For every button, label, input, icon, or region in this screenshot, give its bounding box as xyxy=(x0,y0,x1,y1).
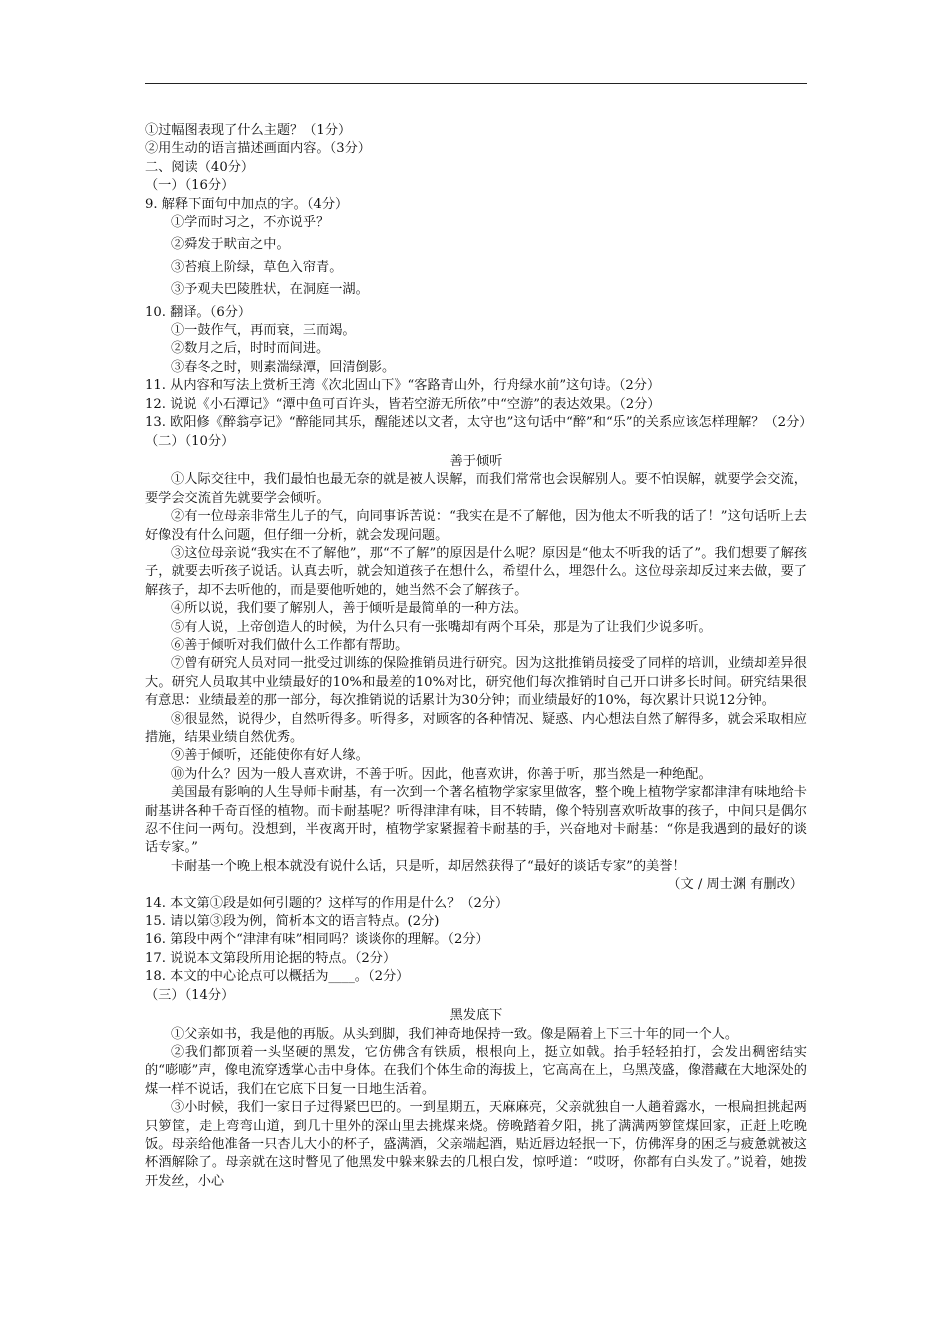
article-paragraph: ⑩为什么？因为一般人喜欢讲，不善于听。因此，他喜欢讲，你善于听，那当然是一种绝配。 xyxy=(171,766,712,782)
article-paragraph: ⑨善于倾听，还能使你有好人缘。 xyxy=(171,748,369,764)
question-line: 13. 欧阳修《醉翁亭记》“醉能同其乐，醒能述以文者，太守也”这句话中“醉”和“乐”的关系应该怎样理解？（2分） xyxy=(145,415,813,431)
question-item: ③予观夫巴陵胜状，在洞庭一湖。 xyxy=(171,282,369,298)
header-rule xyxy=(145,83,807,84)
article-paragraph: ⑥善于倾听对我们做什么工作都有帮助。 xyxy=(171,637,409,653)
question-item: ①学而时习之，不亦说乎？ xyxy=(171,215,330,231)
article-paragraph: 卡耐基一个晚上根本就没有说什么话，只是听，却居然获得了“最好的谈话专家”的美誉！ xyxy=(171,858,686,874)
question-item: ②数月之后，时时而间进。 xyxy=(171,341,330,357)
article-paragraph: ⑦曾有研究人员对同一批受过训练的保险推销员进行研究。因为这批推销员接受了同样的培训，业绩却差异很大。研究人员取其中业绩最好的10%和最差的10%对比，研究他们每次推销时自己开口讲多长时间。研究结果很有意思：业绩最差的那一部分，每次推销说的话累计为30分钟；而业绩最好的10%，每次累计只说12分钟。 xyxy=(145,656,807,709)
question-line: ①过幅图表现了什么主题？（1分） xyxy=(145,123,352,138)
article-paragraph: ②有一位母亲非常生儿子的气，向同事诉苦说：“我实在是不了解他，因为他太不听我的话了！”这句话听上去好像没有什么问题，但仔细一分析，就会发现问题。 xyxy=(145,509,807,543)
article-paragraph: ①父亲如书，我是他的再版。从头到脚，我们神奇地保持一致。像是隔着上下三十年的同一个人。 xyxy=(171,1026,739,1042)
question-title: 10. 翻译。（6分） xyxy=(145,304,252,320)
question-item: ③苔痕上阶绿，草色入帘青。 xyxy=(171,259,343,275)
article-paragraph: ②我们都顶着一头坚硬的黑发，它仿佛含有铁质，根根向上，挺立如戟。抬手轻轻拍打，会发出稠密结实的“嘭嘭”声，像电流穿透掌心击中身体。在我们个体生命的海拔上，它高高在上，乌黑茂盛，像潜藏在大地深处的煤一样不说话，我们在它底下日复一日地生活着。 xyxy=(145,1044,807,1097)
exam-page xyxy=(145,122,813,1191)
article-title: 善于倾听 xyxy=(449,453,503,469)
part-header: （一）（16分） xyxy=(145,178,235,194)
part-header: （二）（10分） xyxy=(145,433,235,449)
article-paragraph: ①人际交往中，我们最怕也最无奈的就是被人误解，而我们常常也会误解别人。要不怕误解，就要学会交流，要学会交流首先就要学会倾听。 xyxy=(145,472,807,506)
question-item: ③春冬之时，则素湍绿潭，回清倒影。 xyxy=(171,359,396,375)
section-title: 二、阅读（40分） xyxy=(145,159,255,175)
article-paragraph: ⑤有人说，上帝创造人的时候，为什么只有一张嘴却有两个耳朵，那是为了让我们少说多听。 xyxy=(171,619,712,635)
question-title: 9. 解释下面句中加点的字。（4分） xyxy=(145,196,349,212)
article-paragraph: 美国最有影响的人生导师卡耐基，有一次到一个著名植物学家家里做客，整个晚上植物学家都津津有味地给卡耐基讲各种千奇百怪的植物。而卡耐基呢？听得津津有味，目不转睛，像个特别喜欢听故事的孩子，中间只是偶尔忍不住问一两句。没想到，半夜离开时，植物学家紧握着卡耐基的手，兴奋地对卡耐基：“你是我遇到的最好的谈话专家。” xyxy=(145,785,807,856)
question-item: ②舜发于畎亩之中。 xyxy=(171,237,290,253)
question-item: ①一鼓作气，再而衰，三而竭。 xyxy=(171,323,356,339)
question-line: 11. 从内容和写法上赏析王湾《次北固山下》“客路青山外，行舟绿水前”这句诗。（2分） xyxy=(145,378,661,394)
question-line: 17. 说说本文第段所用论据的特点。（2分） xyxy=(145,950,397,966)
question-line: 16. 第段中两个“津津有味”相同吗？谈谈你的理解。（2分） xyxy=(145,932,489,948)
article-title: 黑发底下 xyxy=(449,1008,503,1024)
part-header: （三）（14分） xyxy=(145,987,235,1003)
article-paragraph: ⑧很显然，说得少，自然听得多。听得多，对顾客的各种情况、疑惑、内心想法自然了解得多，就会采取相应措施，结果业绩自然优秀。 xyxy=(145,711,807,745)
question-line: 15. 请以第③段为例，简析本文的语言特点。(2分) xyxy=(145,914,440,930)
question-line: 12. 说说《小石潭记》“潭中鱼可百许头，皆若空游无所依”中“空游”的表达效果。（2分） xyxy=(145,396,661,412)
question-line: 18. 本文的中心论点可以概括为____。（2分） xyxy=(145,969,410,985)
article-paragraph: ④所以说，我们要了解别人，善于倾听是最简单的一种方法。 xyxy=(171,601,528,617)
question-line: 14. 本文第①段是如何引题的？这样写的作用是什么？（2分） xyxy=(145,895,509,911)
article-paragraph: ③小时候，我们一家日子过得紧巴巴的。一到星期五，天麻麻亮，父亲就独自一人趟着露水，一根扁担挑起两只箩筐，走上弯弯山道，到几十里外的深山里去挑煤来烧。傍晚踏着夕阳，挑了满满两箩筐煤回家，正赶上吃晚饭。母亲给他准备一只杏儿大小的杯子，盛满酒，父亲端起酒，贴近唇边轻抿一下，仿佛浑身的困乏与疲惫就被这杯酒解除了。母亲就在这时瞥见了他黑发中躲来躲去的几根白发，惊呼道：“哎呀，你都有白头发了。”说着，她拨开发丝，小心 xyxy=(145,1100,807,1189)
question-line: ②用生动的语言描述画面内容。（3分） xyxy=(145,141,371,157)
article-paragraph: ③这位母亲说“我实在不了解他”，那“不了解”的原因是什么呢？原因是“他太不听我的话了”。我们想要了解孩子，就要去听孩子说话。认真去听，就会知道孩子在想什么，希望什么，埋怨什么。这位母亲却反过来去做，要了解孩子，却不去听他的，而是要他听她的，她当然不会了解孩子。 xyxy=(145,545,807,598)
article-source: （文 / 周士渊 有删改） xyxy=(667,877,803,893)
